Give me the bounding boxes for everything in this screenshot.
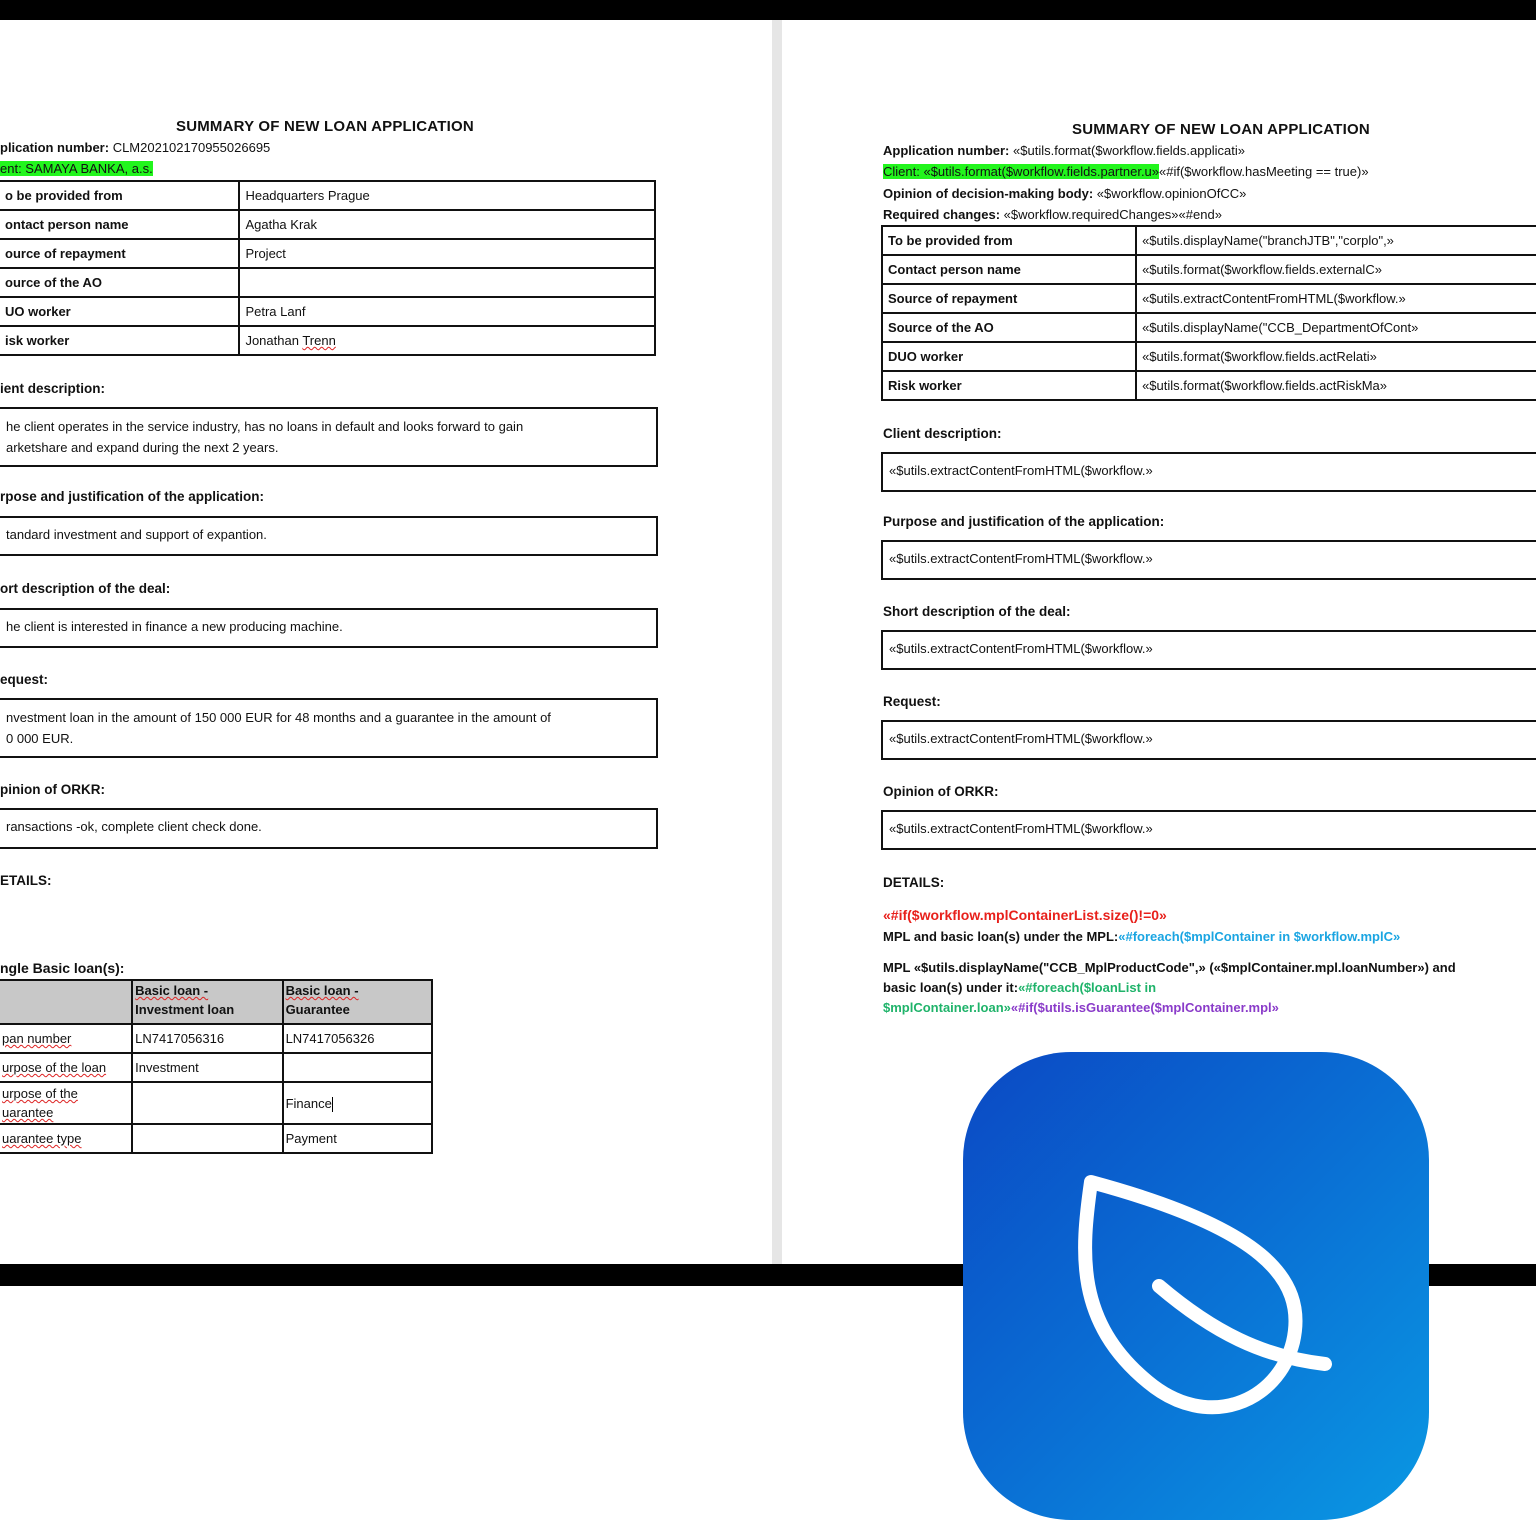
row-label: Contact person name	[882, 255, 1136, 284]
row-value[interactable]: Headquarters Prague	[239, 181, 655, 210]
loan-row-label: uarantee type	[0, 1124, 132, 1153]
required-changes-value: «$workflow.requiredChanges»«#end»	[1003, 207, 1222, 222]
short-description-label: Short description of the deal:	[883, 604, 1071, 619]
loan-row-label: pan number	[0, 1024, 132, 1053]
request-text-2: 0 000 EUR.	[6, 731, 74, 746]
row-value[interactable]: «$utils.format($workflow.fields.actRelati»	[1136, 342, 1536, 371]
details-label: ETAILS:	[0, 873, 52, 888]
mpl-foreach-statement: «#foreach($mplContainer in $workflow.mplC»	[1118, 929, 1401, 944]
row-value[interactable]: «$utils.extractContentFromHTML($workflow.»	[1136, 284, 1536, 313]
row-value[interactable]	[239, 268, 655, 297]
short-description-box[interactable]	[0, 608, 658, 648]
text-caret	[332, 1097, 333, 1112]
client-if-statement: «#if($workflow.hasMeeting == true)»	[1159, 164, 1369, 179]
request-label: Request:	[883, 694, 941, 709]
table-row	[0, 268, 655, 297]
loan-row-cell[interactable]: LN7417056316	[132, 1024, 282, 1053]
doc-title: SUMMARY OF NEW LOAN APPLICATION	[176, 118, 474, 135]
client-description-label: ient description:	[0, 381, 106, 396]
loan-row-label: urpose of the loan	[0, 1053, 132, 1082]
purpose-box[interactable]	[881, 540, 1536, 580]
loan-row-cell[interactable]: Payment	[283, 1124, 432, 1153]
purpose-text: tandard investment and support of expantion.	[6, 527, 267, 542]
mpl-detail-line-2: basic loan(s) under it:«#foreach($loanList in	[883, 980, 1157, 995]
request-box[interactable]	[881, 720, 1536, 760]
table-row	[882, 313, 1536, 342]
opinion-orkr-text: ransactions -ok, complete client check done.	[6, 819, 262, 834]
info-table	[881, 225, 1536, 401]
row-label: ontact person name	[0, 210, 239, 239]
opinion-orkr-box[interactable]	[881, 810, 1536, 850]
row-value[interactable]: Petra Lanf	[239, 297, 655, 326]
table-row	[882, 371, 1536, 400]
loan-row-label: urpose of the uarantee	[0, 1082, 132, 1124]
loan-table-row	[0, 1124, 432, 1153]
loan-table-row	[0, 1053, 432, 1082]
loan-row-cell-editing[interactable]: Finance	[283, 1082, 432, 1124]
mpl-detail-line-1: MPL «$utils.displayName("CCB_MplProductCode",» («$mplContainer.mpl.loanNumber») and	[883, 960, 1456, 975]
leaf-icon	[963, 1052, 1429, 1520]
opinion-orkr-label: Opinion of ORKR:	[883, 784, 999, 799]
loan-row-cell[interactable]: LN7417056326	[283, 1024, 432, 1053]
placeholder-field: «$utils.extractContentFromHTML($workflow.»	[889, 731, 1153, 746]
application-number-label: Application number:	[883, 143, 1010, 158]
details-label: DETAILS:	[883, 875, 945, 890]
loan-row-cell[interactable]: Investment	[132, 1053, 282, 1082]
row-label: ource of repayment	[0, 239, 239, 268]
row-label: o be provided from	[0, 181, 239, 210]
placeholder-field: «$utils.extractContentFromHTML($workflow.»	[889, 641, 1153, 656]
table-row	[0, 210, 655, 239]
row-value[interactable]: «$utils.displayName("CCB_DepartmentOfCont»	[1136, 313, 1536, 342]
row-label: Source of the AO	[882, 313, 1136, 342]
placeholder-field: «$utils.extractContentFromHTML($workflow.»	[889, 463, 1153, 478]
client-description-text-2: arketshare and expand during the next 2 years.	[6, 440, 279, 455]
table-row	[0, 297, 655, 326]
required-changes-line	[883, 207, 1222, 222]
row-value[interactable]: Project	[239, 239, 655, 268]
client-description-box[interactable]	[0, 407, 658, 467]
row-label: ource of the AO	[0, 268, 239, 297]
if-mpl-list-statement: «#if($workflow.mplContainerList.size()!=0»	[883, 907, 1167, 923]
request-text-1: nvestment loan in the amount of 150 000 EUR for 48 months and a guarantee in the amount of	[6, 710, 551, 725]
opinion-decision-value: «$workflow.opinionOfCC»	[1096, 186, 1247, 201]
table-row	[0, 239, 655, 268]
table-row	[882, 255, 1536, 284]
client-line	[883, 164, 1369, 179]
table-row	[882, 226, 1536, 255]
mpl-label: MPL and basic loan(s) under the MPL:	[883, 929, 1119, 944]
client-description-box[interactable]	[881, 452, 1536, 492]
table-row	[0, 181, 655, 210]
loan-table-corner	[0, 980, 132, 1024]
opinion-decision-label: Opinion of decision-making body:	[883, 186, 1094, 201]
loan-table-col1-header: Basic loan - Investment loan	[132, 980, 282, 1024]
row-value[interactable]: «$utils.format($workflow.fields.actRiskMa»	[1136, 371, 1536, 400]
application-number-value: «$utils.format($workflow.fields.applicati»	[1013, 143, 1245, 158]
application-number-value: CLM202102170955026695	[112, 140, 271, 155]
application-number-label: plication number:	[0, 140, 110, 155]
mpl-detail-line-3: $mplContainer.loan»«#if($utils.isGuarantee($mplContainer.mpl»	[883, 1000, 1279, 1015]
loan-row-cell[interactable]	[283, 1053, 432, 1082]
row-label: Source of repayment	[882, 284, 1136, 313]
request-box[interactable]	[0, 698, 658, 758]
row-label: DUO worker	[882, 342, 1136, 371]
purpose-label: rpose and justification of the application:	[0, 489, 265, 504]
document-page-filled	[0, 20, 772, 1264]
client-highlight: Client: «$utils.format($workflow.fields.partner.u»	[883, 164, 1160, 179]
single-basic-loans-label: ngle Basic loan(s):	[0, 960, 125, 976]
client-description-text-1: he client operates in the service industry, has no loans in default and looks forward to gain	[6, 419, 524, 434]
info-table	[0, 180, 656, 356]
client-line	[0, 161, 153, 176]
app-icon[interactable]	[963, 1052, 1429, 1520]
short-description-box[interactable]	[881, 630, 1536, 670]
purpose-label: Purpose and justification of the application:	[883, 514, 1165, 529]
loan-table-row	[0, 1024, 432, 1053]
short-description-label: ort description of the deal:	[0, 581, 171, 596]
doc-title: SUMMARY OF NEW LOAN APPLICATION	[1072, 121, 1370, 138]
table-row	[882, 284, 1536, 313]
loan-table-col2-header: Basic loan - Guarantee	[283, 980, 432, 1024]
loan-row-cell[interactable]	[132, 1124, 282, 1153]
placeholder-field: «$utils.extractContentFromHTML($workflow.»	[889, 551, 1153, 566]
row-value[interactable]: «$utils.displayName("branchJTB","corplo",»	[1136, 226, 1536, 255]
row-label: Risk worker	[882, 371, 1136, 400]
loan-row-cell[interactable]	[132, 1082, 282, 1124]
application-number-line	[883, 143, 1245, 158]
opinion-orkr-box[interactable]	[0, 808, 658, 849]
short-description-text: he client is interested in finance a new producing machine.	[6, 619, 343, 634]
purpose-box[interactable]	[0, 516, 658, 556]
row-value[interactable]: Jonathan Trenn	[239, 326, 655, 355]
mpl-line	[883, 929, 1400, 944]
application-number-line	[0, 140, 270, 155]
top-black-bar	[0, 0, 1536, 20]
row-label: isk worker	[0, 326, 239, 355]
required-changes-label: Required changes:	[883, 207, 1001, 222]
client-description-label: Client description:	[883, 426, 1002, 441]
row-label: UO worker	[0, 297, 239, 326]
row-label: To be provided from	[882, 226, 1136, 255]
row-value[interactable]: Agatha Krak	[239, 210, 655, 239]
row-value[interactable]: «$utils.format($workflow.fields.externalC»	[1136, 255, 1536, 284]
opinion-orkr-label: pinion of ORKR:	[0, 782, 105, 797]
loan-table-header	[0, 980, 432, 1024]
request-label: equest:	[0, 672, 49, 687]
table-row	[0, 326, 655, 355]
table-row	[882, 342, 1536, 371]
loan-table	[0, 979, 433, 1154]
placeholder-field: «$utils.extractContentFromHTML($workflow.»	[889, 821, 1153, 836]
opinion-decision-line	[883, 186, 1246, 201]
client-highlight: ent: SAMAYA BANKA, a.s.	[0, 161, 153, 176]
page-divider	[772, 20, 782, 1264]
loan-table-row	[0, 1082, 432, 1124]
